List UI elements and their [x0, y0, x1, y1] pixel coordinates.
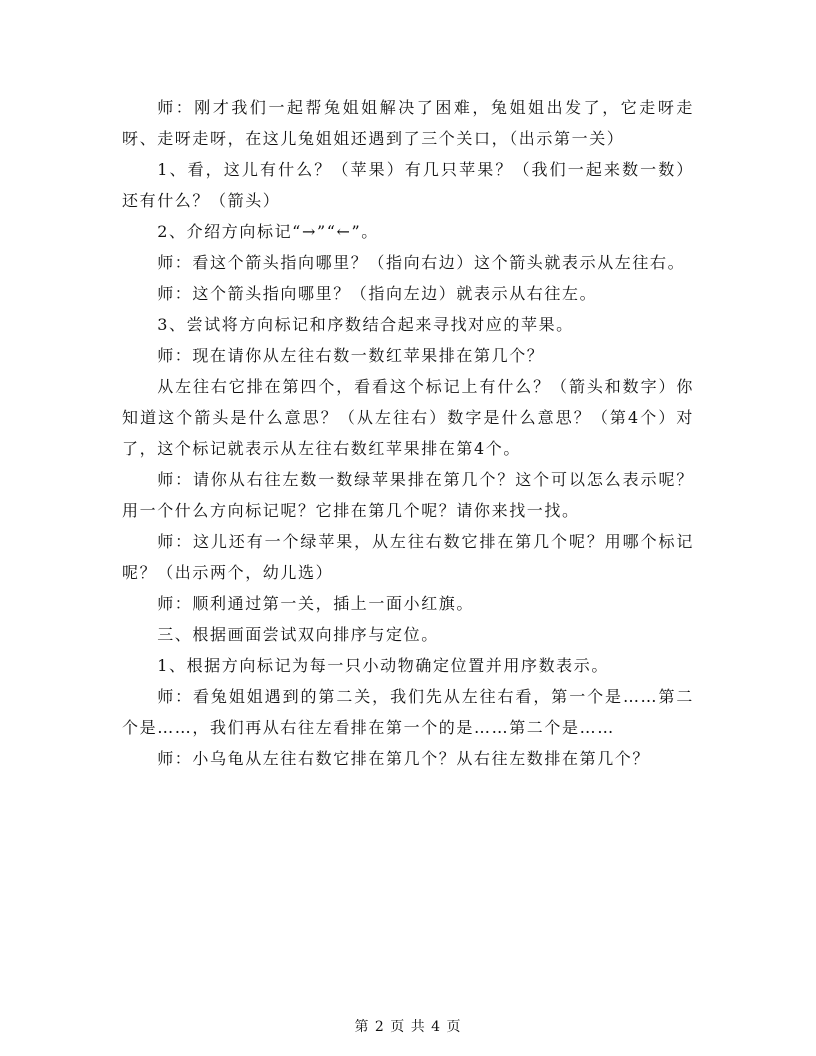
- paragraph: 师：刚才我们一起帮兔姐姐解决了困难，兔姐姐出发了，它走呀走呀、走呀走呀，在这儿兔姐姐还遇到了三个关口，（出示第一关）: [122, 98, 694, 148]
- paragraph: 师：小乌龟从左往右数它排在第几个？从右往左数排在第几个？: [157, 749, 650, 768]
- paragraph: 师：这儿还有一个绿苹果，从左往右数它排在第几个呢？用哪个标记呢？（出示两个，幼儿选）: [122, 532, 694, 582]
- paragraph: 1、根据方向标记为每一只小动物确定位置并用序数表示。: [157, 656, 609, 675]
- paragraph: 2、介绍方向标记“→”“←”。: [157, 222, 379, 241]
- paragraph: 师：这个箭头指向哪里？（指向左边）就表示从右往左。: [157, 284, 598, 303]
- paragraph: 1、看，这儿有什么？（苹果）有几只苹果？（我们一起来数一数）还有什么？（箭头）: [122, 160, 694, 210]
- paragraph: 3、尝试将方向标记和序数结合起来寻找对应的苹果。: [157, 315, 574, 334]
- paragraph: 师：顺利通过第一关，插上一面小红旗。: [157, 594, 474, 613]
- paragraph: 从左往右它排在第四个，看看这个标记上有什么？（箭头和数字）你知道这个箭头是什么意思？（从左往右）数字是什么意思？（第4个）对了，这个标记就表示从左往右数红苹果排在第4个。: [122, 377, 694, 458]
- paragraph: 师：看这个箭头指向哪里？（指向右边）这个箭头就表示从左往右。: [157, 253, 686, 272]
- paragraph: 师：看兔姐姐遇到的第二关，我们先从左往右看，第一个是……第二个是……，我们再从右往左看排在第一个的是……第二个是……: [122, 687, 694, 737]
- page-footer: 第 2 页 共 4 页: [354, 1019, 462, 1035]
- section-heading: 三、根据画面尝试双向排序与定位。: [157, 625, 439, 644]
- paragraph: 师：现在请你从左往右数一数红苹果排在第几个？: [157, 346, 545, 365]
- document-page: [122, 92, 694, 774]
- paragraph: 师：请你从右往左数一数绿苹果排在第几个？这个可以怎么表示呢？用一个什么方向标记呢？它排在第几个呢？请你来找一找。: [122, 470, 694, 520]
